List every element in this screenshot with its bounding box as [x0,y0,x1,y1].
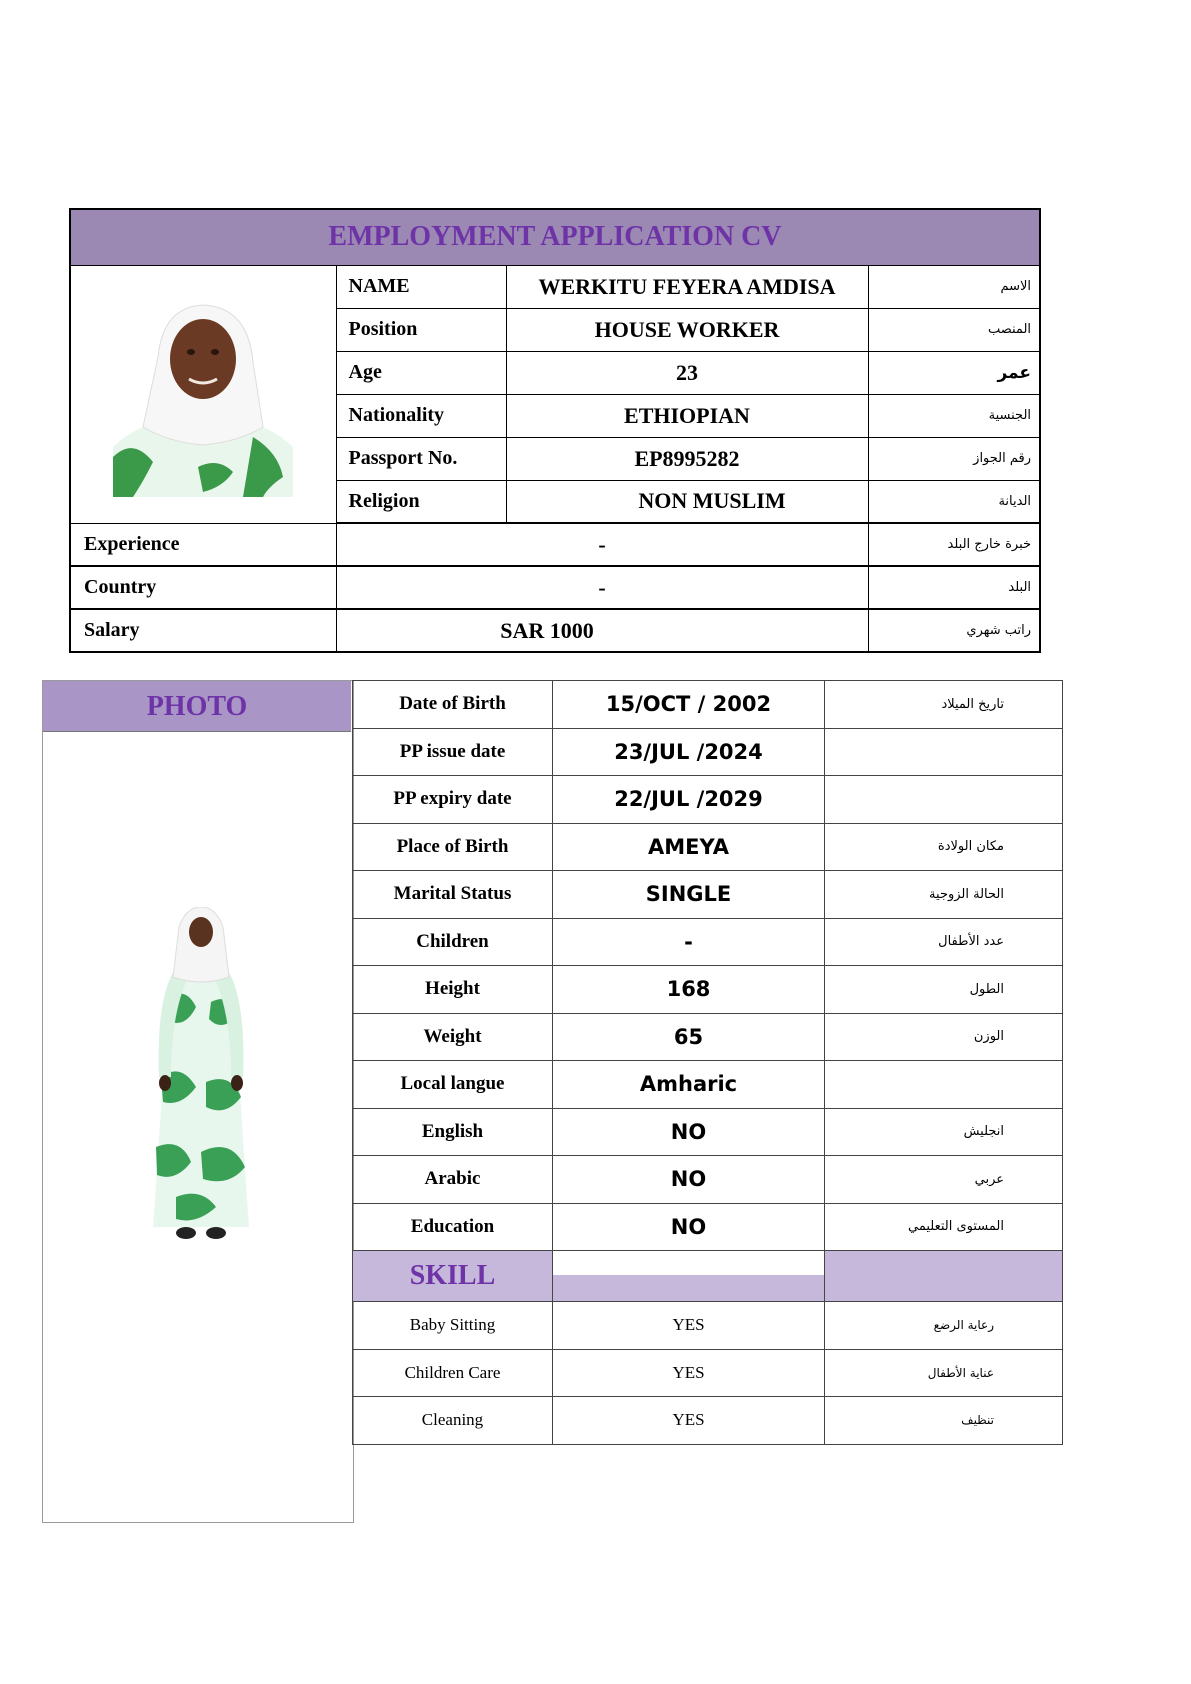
arabic-label [825,728,1063,776]
row-label: Local langue [353,1061,553,1109]
passport-value: EP8995282 [506,437,868,480]
arabic-label: رقم الجواز [868,437,1040,480]
salary-value: SAR 1000 [336,609,868,652]
skill-value: YES [553,1302,825,1350]
name-value: WERKITU FEYERA AMDISA [506,265,868,308]
nationality-value: ETHIOPIAN [506,394,868,437]
photo-header: PHOTO [43,681,351,732]
arabic-label: عمر [868,351,1040,394]
row-label: Weight [353,1013,553,1061]
arabic-label: تنظيف [825,1397,1063,1445]
children-value: - [553,918,825,966]
row-label: NAME [336,265,506,308]
country-value: - [336,566,868,609]
row-label: English [353,1108,553,1156]
row-label: Marital Status [353,871,553,919]
row-label: Date of Birth [353,681,553,729]
arabic-label: تاريخ الميلاد [825,681,1063,729]
portrait-photo [70,265,336,523]
row-label: PP expiry date [353,776,553,824]
arabic-label [825,1061,1063,1109]
arabic-label: المنصب [868,308,1040,351]
arabic-label: الحالة الزوجية [825,871,1063,919]
skill-value: YES [553,1349,825,1397]
skill-label: Cleaning [353,1397,553,1445]
row-label: Salary [70,609,336,652]
row-label: Age [336,351,506,394]
age-value: 23 [506,351,868,394]
row-label: Place of Birth [353,823,553,871]
arabic-label [825,776,1063,824]
row-label: PP issue date [353,728,553,776]
top-info-table [69,208,1041,653]
local-language-value: Amharic [553,1061,825,1109]
place-of-birth-value: AMEYA [553,823,825,871]
arabic-label: عدد الأطفال [825,918,1063,966]
row-label: Children [353,918,553,966]
pp-expiry-value: 22/JUL /2029 [553,776,825,824]
skill-value: YES [553,1397,825,1445]
arabic-label: عناية الأطفال [825,1349,1063,1397]
experience-value: - [336,523,868,566]
row-label: Position [336,308,506,351]
marital-status-value: SINGLE [553,871,825,919]
arabic-label: رعاية الرضع [825,1302,1063,1350]
arabic-label: مكان الولادة [825,823,1063,871]
portrait-image [103,287,303,497]
arabic-label: خبرة خارج البلد [868,523,1040,566]
full-photo-panel [42,680,354,1523]
arabic-label: الطول [825,966,1063,1014]
religion-value: NON MUSLIM [506,480,868,523]
row-label: Experience [70,523,336,566]
education-value: NO [553,1203,825,1251]
weight-value: 65 [553,1013,825,1061]
row-label: Country [70,566,336,609]
details-table [352,680,1063,1445]
skill-header-band [553,1251,825,1302]
arabic-label: البلد [868,566,1040,609]
arabic-label: انجليش [825,1108,1063,1156]
arabic-label: الوزن [825,1013,1063,1061]
arabic-label: الاسم [868,265,1040,308]
height-value: 168 [553,966,825,1014]
skill-header: SKILL [353,1251,553,1302]
skill-label: Baby Sitting [353,1302,553,1350]
skill-label: Children Care [353,1349,553,1397]
arabic-label: عربي [825,1156,1063,1204]
skill-band [553,1275,824,1301]
arabic-label: الديانة [868,480,1040,523]
row-label: Arabic [353,1156,553,1204]
arabic-label: الجنسية [868,394,1040,437]
english-value: NO [553,1108,825,1156]
row-label: Nationality [336,394,506,437]
arabic-label: راتب شهري [868,609,1040,652]
arabic-label: المستوى التعليمي [825,1203,1063,1251]
row-label: Religion [336,480,506,523]
arabic-language-value: NO [553,1156,825,1204]
row-label: Height [353,966,553,1014]
skill-header-arabic [825,1251,1063,1302]
row-label: Passport No. [336,437,506,480]
dob-value: 15/OCT / 2002 [553,681,825,729]
full-body-image [141,907,261,1247]
position-value: HOUSE WORKER [506,308,868,351]
pp-issue-value: 23/JUL /2024 [553,728,825,776]
cv-title: EMPLOYMENT APPLICATION CV [70,209,1040,265]
row-label: Education [353,1203,553,1251]
